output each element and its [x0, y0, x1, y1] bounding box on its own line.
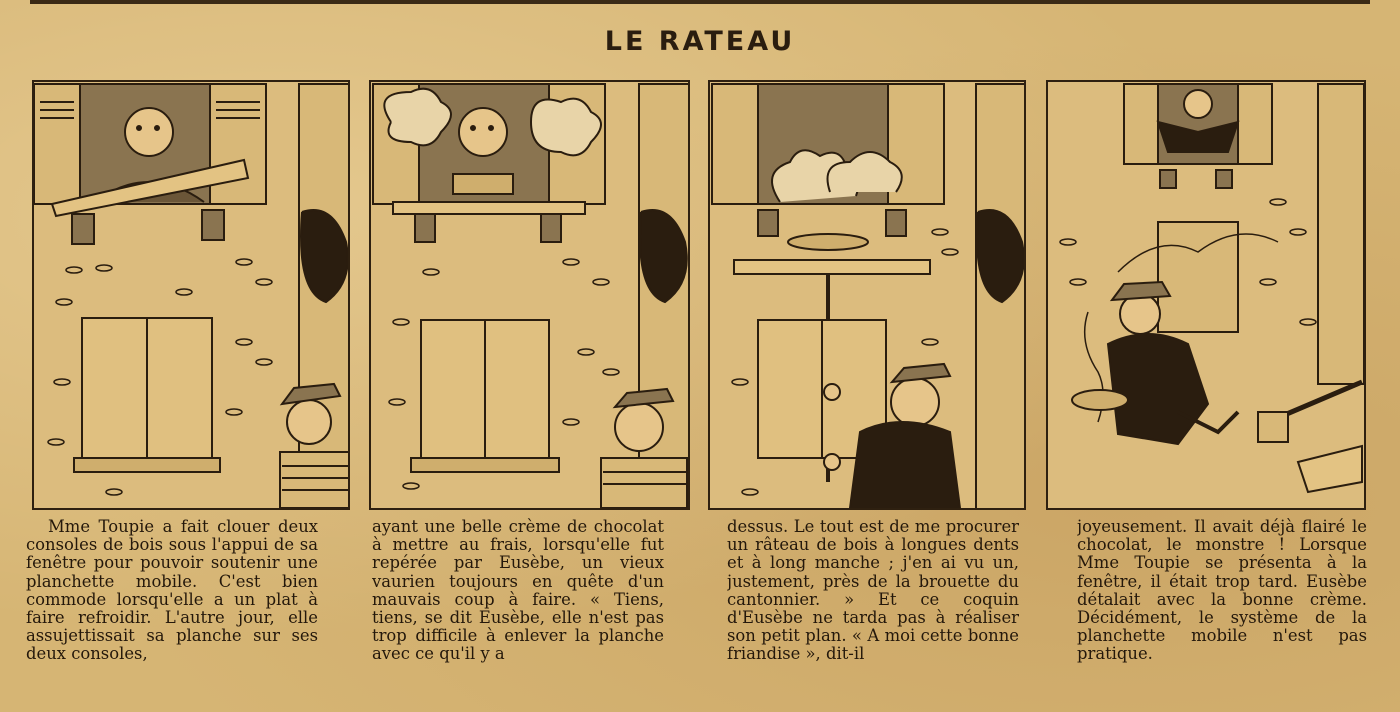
comic-panel-2: [369, 80, 690, 510]
comic-title: LE RATEAU: [604, 26, 796, 57]
caption-1-text: Mme Toupie a fait clouer deux consoles de bois sous l'appui de sa fenêtre pour pouvoir soutenir une planchette mobile. C'est bien commode lorsqu'elle a un plat à faire refroidir. L'autre jour, elle assujettissait sa planche sur ses deux consoles,: [26, 518, 318, 664]
caption-4: [1077, 518, 1367, 708]
caption-2: [372, 518, 664, 708]
caption-4-text: joyeusement. Il avait déjà flairé le chocolat, le monstre ! Lorsque Mme Toupie se présenta à la fenêtre, il était trop tard. Eusèbe détalait avec la bonne crème. Décidément, le système de la planchette mobile n'est pas pratique.: [1077, 518, 1367, 664]
top-rule: [30, 0, 1370, 4]
caption-3-text: dessus. Le tout est de me procurer un râteau de bois à longues dents et à long manche ; j'en ai vu un, justement, près de la brouette du cantonnier. » Et ce coquin d'Eusèbe ne tarda pas à réaliser son petit plan. « A moi cette bonne friandise », dit-il: [727, 518, 1019, 664]
panel-4-illustration: [1048, 82, 1364, 508]
caption-2-text: ayant une belle crème de chocolat à mettre au frais, lorsqu'elle fut repérée par Eusèbe, un vieux vaurien toujours en quête d'un mauvais coup à faire. « Tiens, tiens, se dit Eusèbe, elle n'est pas trop difficile à enlever la planche avec ce qu'il y a: [372, 518, 664, 664]
comic-panel-3: [708, 80, 1026, 510]
caption-1: [26, 518, 318, 708]
comic-panel-4: [1046, 80, 1366, 510]
panel-2-illustration: [371, 82, 688, 508]
panel-1-illustration: [34, 82, 348, 508]
panel-3-illustration: [710, 82, 1024, 508]
caption-3: [727, 518, 1019, 708]
comic-panel-1: [32, 80, 350, 510]
